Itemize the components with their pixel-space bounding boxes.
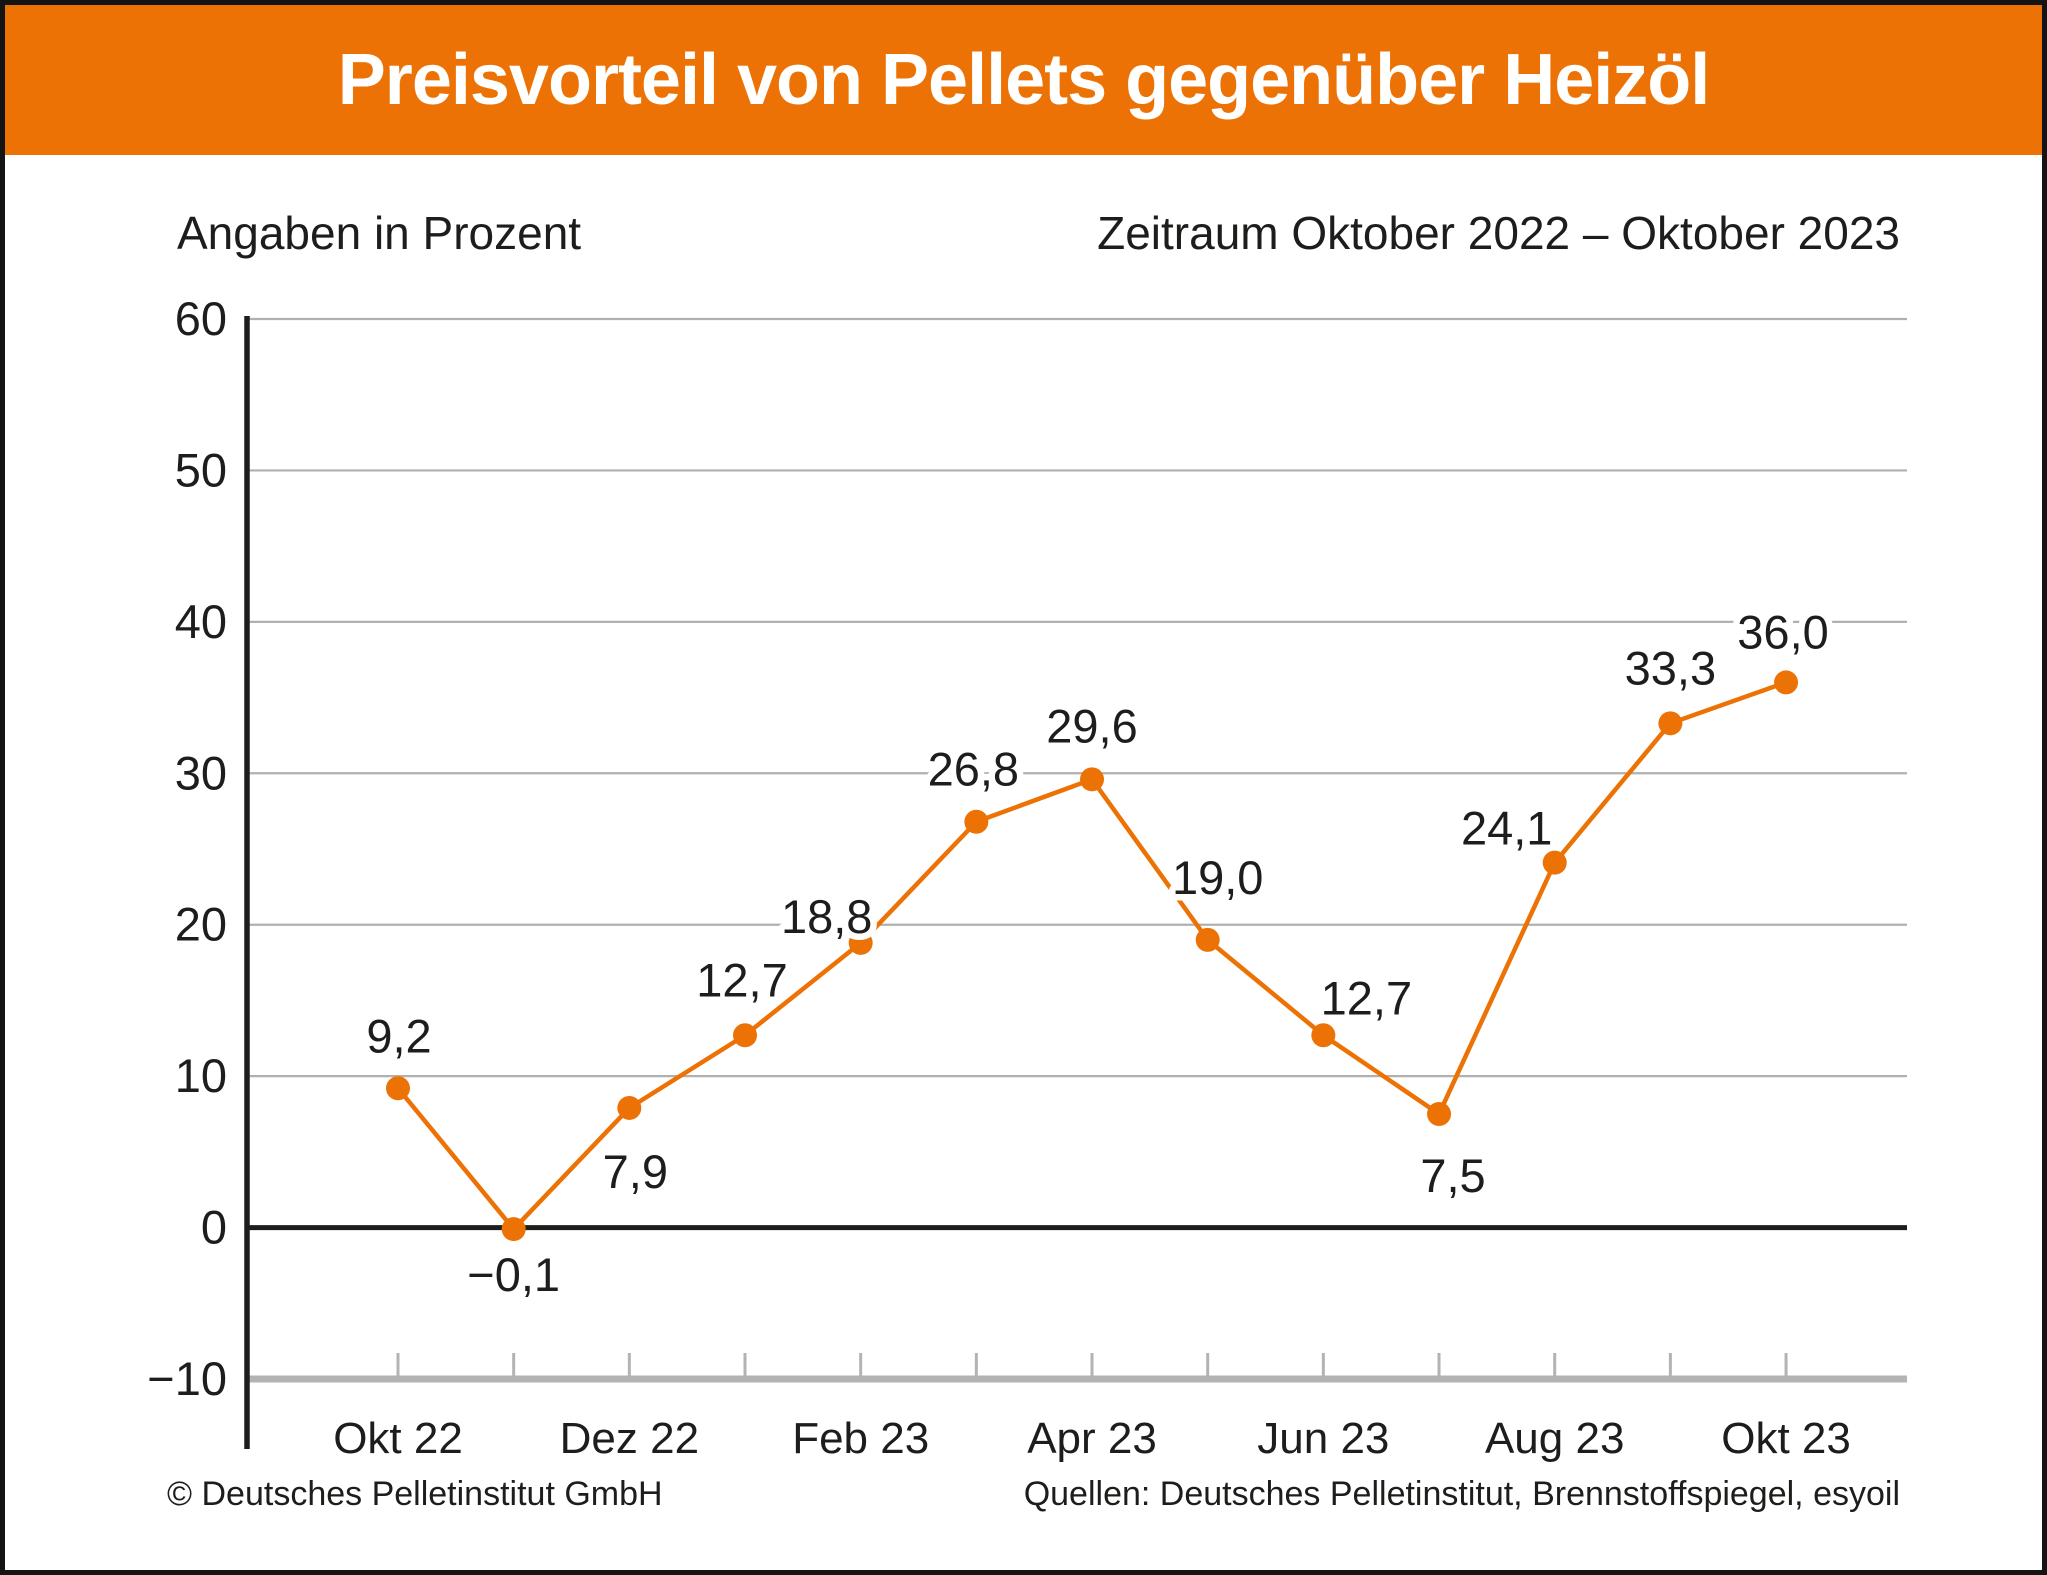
data-point-label: 18,8 — [780, 889, 873, 943]
y-axis-label: 30 — [174, 746, 227, 800]
x-axis-label: Dez 22 — [559, 1414, 700, 1463]
y-axis-label: 0 — [200, 1200, 227, 1254]
data-point — [964, 810, 988, 834]
data-point — [386, 1076, 410, 1100]
data-point-label: 26,8 — [927, 742, 1020, 796]
copyright-note: © Deutsches Pelletinstitut GmbH — [167, 1475, 663, 1513]
y-axis-label: 40 — [174, 594, 227, 648]
x-axis-label: Feb 23 — [792, 1414, 930, 1463]
page-title: Preisvorteil von Pellets gegenüber Heizöl — [337, 40, 1710, 120]
x-axis-label: Okt 23 — [1721, 1414, 1851, 1463]
data-point-label: 7,5 — [1420, 1149, 1486, 1202]
x-axis-label: Aug 23 — [1484, 1414, 1625, 1463]
data-point — [1311, 1023, 1335, 1047]
y-axis-label: −10 — [147, 1352, 227, 1405]
data-point-label: 24,1 — [1460, 801, 1553, 855]
y-axis-label: 50 — [174, 443, 227, 497]
line-chart — [5, 5, 2042, 1570]
y-axis-label: 60 — [174, 292, 227, 345]
data-point-label: 7,9 — [602, 1144, 669, 1198]
y-axis-label: 10 — [174, 1049, 227, 1103]
data-point-label: 9,2 — [366, 1009, 432, 1063]
data-point-label: 36,0 — [1737, 605, 1829, 659]
y-axis-label: 20 — [174, 897, 227, 951]
data-point-label: 33,3 — [1624, 641, 1717, 695]
data-point — [733, 1023, 757, 1047]
sources-note: Quellen: Deutsches Pelletinstitut, Brennstoffspiegel, esyoil — [1023, 1475, 1900, 1513]
unit-caption: Angaben in Prozent — [177, 207, 582, 259]
data-point — [1658, 711, 1682, 735]
data-point — [1774, 670, 1798, 694]
data-point-label: 12,7 — [1320, 971, 1413, 1025]
data-point — [617, 1096, 641, 1120]
period-caption: Zeitraum Oktober 2022 – Oktober 2023 — [1097, 207, 1900, 259]
data-point — [502, 1217, 526, 1241]
data-point-label: 12,7 — [696, 953, 788, 1007]
data-point — [1080, 767, 1104, 791]
data-point — [1196, 928, 1220, 952]
x-axis-label: Okt 22 — [333, 1414, 463, 1463]
x-axis-label: Jun 23 — [1257, 1414, 1390, 1463]
data-point-label: −0,1 — [467, 1248, 561, 1302]
data-point-label: 19,0 — [1171, 850, 1264, 904]
x-axis-label: Apr 23 — [1027, 1414, 1157, 1463]
data-point — [1427, 1102, 1451, 1126]
data-point-label: 29,6 — [1046, 699, 1138, 753]
